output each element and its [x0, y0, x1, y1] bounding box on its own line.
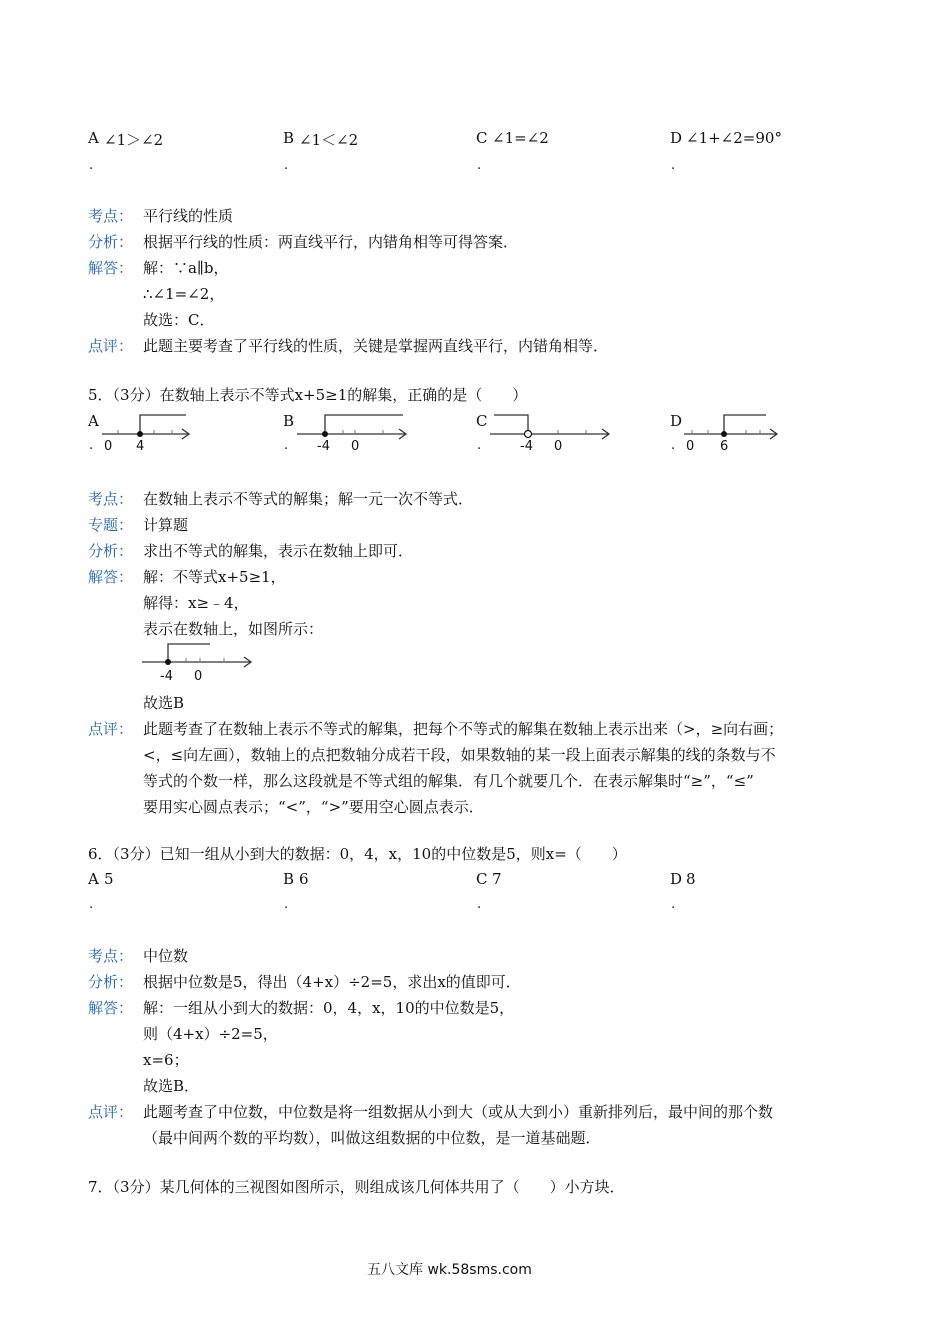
- q5-jieda-label: 解答：: [88, 568, 134, 586]
- q4-option-b-text: ∠1＜∠2: [299, 131, 359, 149]
- q4-option-d-text: ∠1+∠2=90°: [686, 129, 782, 147]
- q5-option-a-letter: A: [88, 412, 99, 430]
- q6-fenxi-label: 分析：: [88, 973, 134, 991]
- q5-answer-number-line: [138, 640, 258, 688]
- q6-jieda-label: 解答：: [88, 999, 134, 1017]
- option-dot: .: [671, 897, 676, 912]
- option-dot: .: [89, 897, 94, 912]
- q6-kaodian-label: 考点：: [88, 947, 134, 965]
- q5-option-c-number-line: [486, 408, 616, 456]
- q6-option-b-letter: B: [283, 870, 295, 888]
- q5-zhuanti: 计算题: [143, 516, 189, 534]
- q7-title: 7．（3分）某几何体的三视图如图所示，则组成该几何体共用了（ ）小方块．: [88, 1178, 625, 1196]
- q5-kaodian-label: 考点：: [88, 490, 134, 508]
- q5-dianping-line: 要用实心圆点表示；“<”，“>”要用空心圆点表示．: [143, 798, 484, 816]
- q6-option-d-letter: D: [670, 870, 683, 888]
- q5-fenxi: 求出不等式的解集，表示在数轴上即可．: [143, 542, 414, 560]
- q6-title: 6．（3分）已知一组从小到大的数据：0，4，x，10的中位数是5，则x=（ ）: [88, 845, 627, 863]
- q5-option-b-label-0: 0: [351, 439, 360, 454]
- q5-dianping-label: 点评：: [88, 720, 134, 738]
- q4-dianping: 此题主要考查了平行线的性质，关键是掌握两直线平行，内错角相等．: [143, 337, 609, 355]
- q5-dianping-line: 此题考查了在数轴上表示不等式的解集，把每个不等式的解集在数轴上表示出来（>，≥向右画；: [143, 720, 784, 738]
- q5-jieda-line: 解得：x≥﹣4，: [143, 594, 249, 612]
- q6-dianping-line: 此题考查了中位数，中位数是将一组数据从小到大（或从大到小）重新排列后，最中间的那个数: [143, 1103, 774, 1121]
- q5-option-d-label-6: 6: [720, 439, 729, 454]
- q4-fenxi: 根据平行线的性质：两直线平行，内错角相等可得答案．: [143, 233, 519, 251]
- q5-option-d-letter: D: [670, 412, 683, 430]
- q6-option-b-text: 6: [299, 870, 309, 888]
- option-dot: .: [284, 897, 289, 912]
- q5-zhuanti-label: 专题：: [88, 516, 134, 534]
- q5-option-b-number-line: [293, 408, 413, 456]
- q5-option-c-label-0: 0: [554, 439, 563, 454]
- q4-option-c-text: ∠1=∠2: [492, 129, 549, 147]
- q5-dianping-line: <，≤向左画），数轴上的点把数轴分成若干段，如果数轴的某一段上面表示解集的线的条数与不: [143, 746, 776, 764]
- q6-jieda-line: 故选B．: [143, 1077, 200, 1095]
- q5-option-c-letter: C: [476, 412, 488, 430]
- q6-jieda-line: x=6；: [143, 1051, 189, 1069]
- q5-title: 5．（3分）在数轴上表示不等式x+5≥1的解集，正确的是（ ）: [88, 386, 528, 404]
- q5-option-b-letter: B: [283, 412, 295, 430]
- option-dot: .: [671, 158, 676, 173]
- option-dot: .: [477, 897, 482, 912]
- q4-jieda-label: 解答：: [88, 259, 134, 277]
- option-dot: .: [477, 158, 482, 173]
- q5-option-d-number-line: [680, 408, 790, 456]
- q5-option-a-number-line: [98, 408, 198, 456]
- q6-dianping-line: （最中间两个数的平均数），叫做这组数据的中位数，是一道基础题．: [143, 1129, 601, 1147]
- q6-kaodian: 中位数: [143, 947, 189, 965]
- q5-kaodian: 在数轴上表示不等式的解集；解一元一次不等式．: [143, 490, 474, 508]
- q4-dianping-label: 点评：: [88, 337, 134, 355]
- option-dot: .: [89, 158, 94, 173]
- footer-watermark: 五八文库 wk.58sms.com: [367, 1262, 532, 1278]
- option-dot: .: [89, 438, 94, 453]
- q4-kaodian-label: 考点：: [88, 207, 134, 225]
- q6-option-d-text: 8: [686, 870, 696, 888]
- q6-jieda-line: 解：一组从小到大的数据：0，4，x，10的中位数是5，: [143, 999, 515, 1017]
- q4-fenxi-label: 分析：: [88, 233, 134, 251]
- q6-jieda-line: 则（4+x）÷2=5，: [143, 1025, 278, 1043]
- q5-jieda-end: 故选B: [143, 694, 185, 712]
- option-dot: .: [477, 438, 482, 453]
- q6-option-c-letter: C: [476, 870, 488, 888]
- q6-option-c-text: 7: [492, 870, 502, 888]
- q6-option-a-letter: A: [88, 870, 99, 888]
- q4-option-b-letter: B: [283, 129, 295, 147]
- q5-jieda-line: 表示在数轴上，如图所示：: [143, 620, 324, 638]
- option-dot: .: [284, 158, 289, 173]
- q5-option-c-label-neg4: -4: [520, 439, 533, 454]
- q4-option-d-letter: D: [670, 129, 683, 147]
- q5-answer-label-0: 0: [194, 669, 203, 684]
- q5-answer-label-neg4: -4: [160, 669, 173, 684]
- q5-fenxi-label: 分析：: [88, 542, 134, 560]
- q4-jieda-line: 故选：C．: [143, 311, 215, 329]
- q5-dianping-line: 等式的个数一样，那么这段就是不等式组的解集．有几个就要几个．在表示解集时“≥”，“≤”: [143, 772, 754, 790]
- q4-jieda-line: 解：∵a∥b，: [143, 259, 229, 277]
- q5-option-d-label-0: 0: [686, 439, 695, 454]
- q5-option-a-label-4: 4: [136, 439, 145, 454]
- q6-fenxi: 根据中位数是5，得出（4+x）÷2=5，求出x的值即可．: [143, 973, 521, 991]
- q4-option-a-text: ∠1＞∠2: [104, 131, 164, 149]
- q6-option-a-text: 5: [104, 870, 114, 888]
- option-dot: .: [671, 438, 676, 453]
- q4-option-a-letter: A: [88, 129, 99, 147]
- q6-dianping-label: 点评：: [88, 1103, 134, 1121]
- q4-option-c-letter: C: [476, 129, 488, 147]
- option-dot: .: [284, 438, 289, 453]
- q5-option-a-label-0: 0: [104, 439, 113, 454]
- q5-jieda-line: 解：不等式x+5≥1，: [143, 568, 286, 586]
- q4-jieda-line: ∴∠1=∠2，: [143, 285, 225, 303]
- q4-kaodian: 平行线的性质: [143, 207, 234, 225]
- q5-option-b-label-neg4: -4: [317, 439, 330, 454]
